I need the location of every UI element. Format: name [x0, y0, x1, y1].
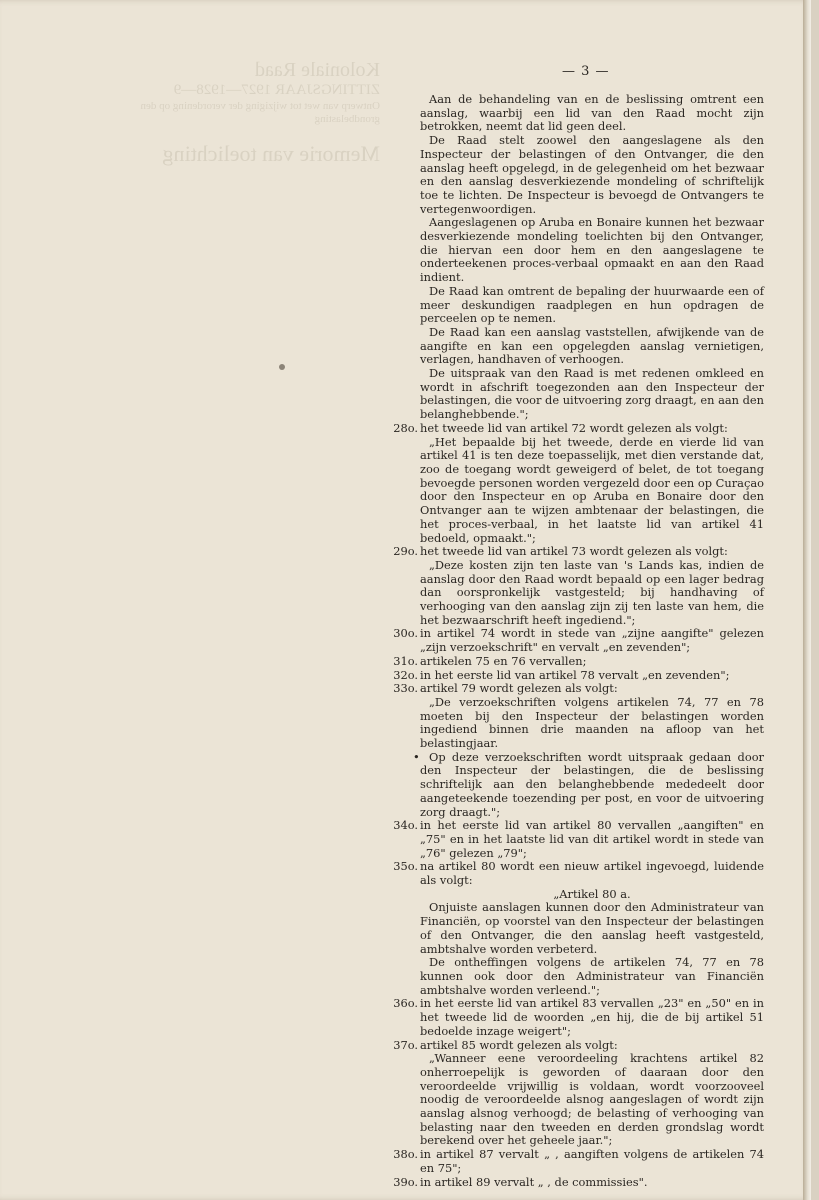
- margin-mark: •: [413, 749, 420, 764]
- item-number: 33o.: [393, 681, 418, 696]
- item-text: in het eerste lid van artikel 83 vervallen „23" en „50" en in het tweede lid de woorden „en hij, die de bij artikel 51 bedoelde inzage weigert";: [420, 996, 764, 1038]
- item-text: het tweede lid van artikel 72 wordt gelezen als volgt:: [420, 420, 728, 435]
- paragraph-text: Op deze verzoekschriften wordt uitspraak gedaan door den Inspecteur der belastingen, die de beslissing schriftelijk aan den belanghebbende mededeelt door aangeteekende toezending per post, en voor de uitvoering zorg draagt.";: [420, 749, 764, 819]
- paragraph: „Deze kosten zijn ten laste van 's Lands kas, indien de aanslag door den Raad wordt bepaald op een lager bedrag dan oorspronkelijk vastgesteld; bij handhaving of verhooging van den aanslag zijn zij ten laste van hem, die het bezwaarschrift heeft ingediend.";: [420, 557, 764, 627]
- item-text: artikelen 75 en 76 vervallen;: [420, 653, 587, 668]
- paragraph: [413, 749, 764, 820]
- paragraph: Aan de behandeling van en de beslissing omtrent een aanslag, waarbij een lid van den Raad mocht zijn betrokken, neemt dat lid geen deel.: [420, 92, 764, 134]
- numbered-item-36: [393, 996, 764, 1038]
- item-number: 35o.: [393, 859, 418, 874]
- item-number: 34o.: [393, 818, 418, 833]
- item-text: in het eerste lid van artikel 78 vervalt „en zevenden";: [420, 667, 730, 682]
- item-text: in het eerste lid van artikel 80 vervallen „aangiften" en „75" en in het laatste lid van dit artikel wordt in stede van „76" gelezen „79";: [420, 818, 764, 860]
- numbered-item-30: [393, 626, 764, 655]
- ghost-line-3: Ontwerp van wet tot wijziging der verordening op den grondbelasting: [140, 100, 380, 125]
- numbered-item-35: [393, 859, 764, 888]
- numbered-item-33: [393, 681, 764, 696]
- numbered-item-39: [393, 1174, 764, 1190]
- item-text: in artikel 89 vervalt „ , de commissies".: [420, 1174, 648, 1189]
- paragraph: „Het bepaalde bij het tweede, derde en vierde lid van artikel 41 is ten deze toepasselijk, met dien verstande dat, zoo de toegang wordt geweigerd of belet, de tot toegang bevoegde personen worden vergezeld door een op Curaçao door den Inspecteur en op Aruba en Bonaire door den Ontvanger aan te wijzen ambtenaar der belastingen, die het proces-verbaal, in het laatste lid van artikel 41 bedoeld, opmaakt.";: [420, 434, 764, 545]
- text-column: [393, 92, 764, 1189]
- numbered-item-28: [393, 420, 764, 436]
- ghost-line-1: Koloniale Raad: [255, 59, 380, 81]
- paragraph: De Raad kan omtrent de bepaling der huurwaarde een of meer deskundigen raadplegen en hun opdragen de perceelen op te nemen.: [420, 283, 764, 326]
- paragraph: Aangeslagenen op Aruba en Bonaire kunnen het bezwaar desverkiezende mondeling toelichten bij den Ontvanger, die hiervan een door hem en den aangeslagene te onderteekenen proces-verbaal opmaakt en aan den Raad indient.: [420, 215, 764, 285]
- item-text: in artikel 74 wordt in stede van „zijne aangifte" gelezen „zijn verzoekschrift" en vervalt „en zevenden";: [420, 626, 764, 655]
- numbered-item-34: [393, 818, 764, 860]
- item-text: na artikel 80 wordt een nieuw artikel ingevoegd, luidende als volgt:: [420, 859, 764, 888]
- paragraph: „Wanneer eene veroordeeling krachtens artikel 82 onherroepelijk is geworden of daaraan door den veroordeelde vrijwillig is voldaan, wordt voorzooveel noodig de veroordeelde alsnog aangeslagen of wordt zijn aanslag alsnog verhoogd; de belasting of verhooging van belasting naar den tweeden en derden grondslag wordt berekend over het geheele jaar.";: [420, 1051, 764, 1148]
- article-heading: „Artikel 80 a.: [553, 886, 631, 901]
- item-text: artikel 79 wordt gelezen als volgt:: [420, 681, 618, 696]
- numbered-item-29: [393, 544, 764, 559]
- ink-spot: [279, 364, 285, 370]
- paragraph: De Raad kan een aanslag vaststellen, afwijkende van de aangifte en kan een opgelegden aanslag vernietigen, verlagen, handhaven of verhoogen.: [420, 324, 764, 367]
- ghost-line-2: ZITTINGSJAAR 1927—1928—9: [173, 82, 380, 98]
- paragraph: De Raad stelt zoowel den aangeslagene als den Inspecteur der belastingen of den Ontvanger, die den aanslag heeft opgelegd, in de gelegenheid om het bezwaar en den aanslag desverkiezende mondeling of schriftelijk toe te lichten. De Inspecteur is bevoegd de Ontvangers te vertegenwoordigen.: [420, 133, 764, 216]
- item-text: het tweede lid van artikel 73 wordt gelezen als volgt:: [420, 544, 728, 559]
- numbered-item-37: [393, 1037, 764, 1053]
- page-number: — 3 —: [562, 64, 610, 79]
- item-number: 38o.: [393, 1147, 418, 1162]
- ghost-line-4: Memorie van toelichting: [162, 141, 380, 166]
- paragraph: „De verzoekschriften volgens artikelen 74, 77 en 78 moeten bij den Inspecteur der belastingen worden ingediend binnen drie maanden na afloop van het belastingjaar.: [420, 694, 764, 751]
- item-number: 31o.: [393, 653, 418, 668]
- paragraph: De uitspraak van den Raad is met redenen omkleed en wordt in afschrift toegezonden aan den Inspecteur der belastingen, die voor de uitvoering zorg draagt, en aan den belanghebbende.";: [420, 366, 764, 422]
- numbered-item-32: [393, 667, 764, 683]
- item-number: 30o.: [393, 626, 418, 641]
- item-number: 37o.: [393, 1037, 418, 1052]
- numbered-item-38: [393, 1147, 764, 1175]
- item-number: 32o.: [393, 667, 418, 682]
- page-edge: [803, 0, 811, 1200]
- item-text: in artikel 87 vervalt „ , aangiften volgens de artikelen 74 en 75";: [420, 1147, 764, 1175]
- numbered-item-31: [393, 653, 764, 669]
- paragraph: Onjuiste aanslagen kunnen door den Administrateur van Financiën, op voorstel van den Inspecteur der belastingen of den Ontvanger, die den aanslag heeft vastgesteld, ambtshalve worden verbeterd.: [420, 900, 764, 956]
- show-through-text: [140, 60, 380, 164]
- item-number: 29o.: [393, 544, 418, 559]
- paragraph: De ontheffingen volgens de artikelen 74, 77 en 78 kunnen ook door den Administrateur van Financiën ambtshalve worden verleend.";: [420, 955, 764, 997]
- item-number: 28o.: [393, 420, 418, 435]
- item-text: artikel 85 wordt gelezen als volgt:: [420, 1037, 618, 1052]
- item-number: 39o.: [393, 1174, 418, 1189]
- item-number: 36o.: [393, 996, 418, 1011]
